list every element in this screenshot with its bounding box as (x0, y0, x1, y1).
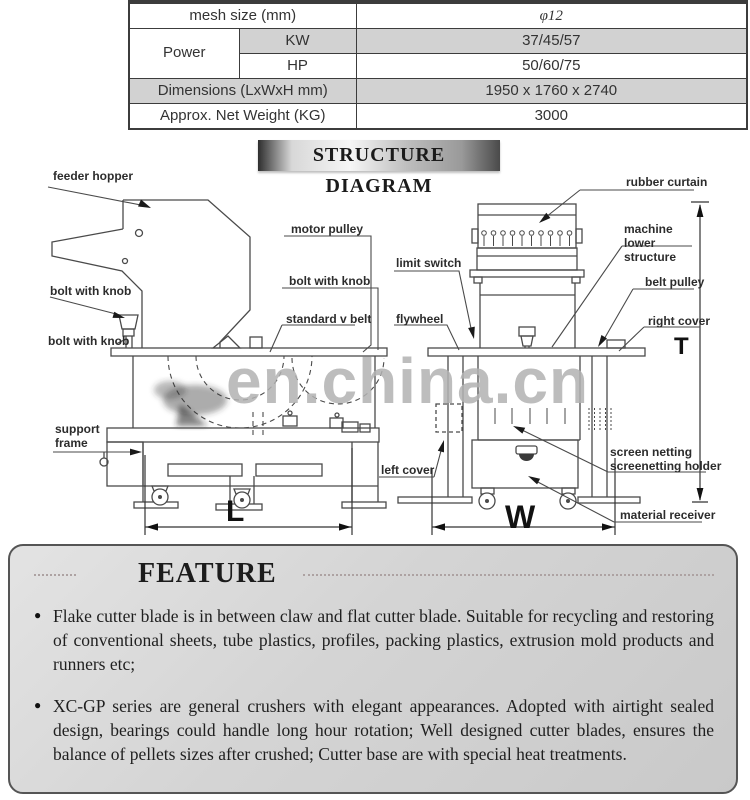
dotted-divider (34, 572, 76, 576)
dimensions-value: 1950 x 1760 x 2740 (356, 79, 747, 104)
label-motor-pulley: motor pulley (291, 222, 364, 236)
label-flywheel: flywheel (396, 312, 444, 326)
label-feeder-hopper: feeder hopper (53, 169, 134, 183)
dimensions-label: Dimensions (LxWxH mm) (129, 79, 356, 104)
table-row (129, 2, 747, 29)
label-bolt-with-knob: bolt with knob (50, 284, 132, 298)
feature-bullet: ● XC-GP series are general crushers with elegant appearances. Adopted with airtight sealed design, bearings could handle long hour rotation; Well designed cutter blades, ensures the balance of pellets sizes after crushed; Cutter base are with special heat treatments. (34, 695, 714, 766)
label-limit-switch: limit switch (396, 256, 462, 270)
table-row (129, 79, 747, 104)
structure-diagram (0, 140, 750, 548)
label-bolt-with-knob: bolt with knob (48, 334, 130, 348)
mesh-size-label: mesh size (mm) (129, 2, 356, 29)
table-row (129, 29, 747, 54)
feature-header (34, 558, 714, 590)
dim-length-mark: L (226, 495, 245, 528)
feature-bullet: ● Flake cutter blade is in between claw and flat cutter blade. Suitable for recycling and restoring of conventional sheets, tube plastics, profiles, packing plastics, extrusion mold products and runners etc; (34, 605, 714, 676)
feature-title: FEATURE (138, 558, 277, 589)
net-weight-label: Approx. Net Weight (KG) (129, 104, 356, 130)
dim-width-mark: W (505, 499, 536, 535)
label-standard-v-belt: standard v belt (286, 312, 372, 326)
label-machine-lower-structure: machine lower structure (624, 222, 677, 264)
label-belt-pulley: belt pulley (645, 275, 705, 289)
label-bolt-with-knob: bolt with knob (289, 274, 371, 288)
watermark-text: en.china.cn (226, 345, 590, 417)
label-screen-netting (610, 446, 721, 474)
power-hp-label: HP (239, 54, 356, 79)
power-kw-label: KW (239, 29, 356, 54)
label-material-receiver: material receiver (620, 508, 716, 522)
mesh-size-value: φ12 (356, 2, 747, 29)
table-row (129, 104, 747, 130)
label-right-cover: right cover (648, 314, 711, 328)
section-banner: STRUCTURE DIAGRAM (258, 140, 500, 171)
label-left-cover: left cover (381, 463, 435, 477)
feature-panel (8, 544, 738, 794)
power-hp-value: 50/60/75 (356, 54, 747, 79)
label-rubber-curtain: rubber curtain (626, 175, 708, 189)
label-support-frame: support frame (55, 422, 100, 450)
screen-netting-holder-line: screenetting holder (610, 458, 722, 473)
dim-height-mark: T (674, 333, 689, 360)
spec-table (128, 0, 748, 130)
dotted-divider (303, 572, 714, 576)
screen-netting-line: screen netting (610, 445, 693, 459)
power-label: Power (129, 29, 239, 79)
power-kw-value: 37/45/57 (356, 29, 747, 54)
net-weight-value: 3000 (356, 104, 747, 130)
